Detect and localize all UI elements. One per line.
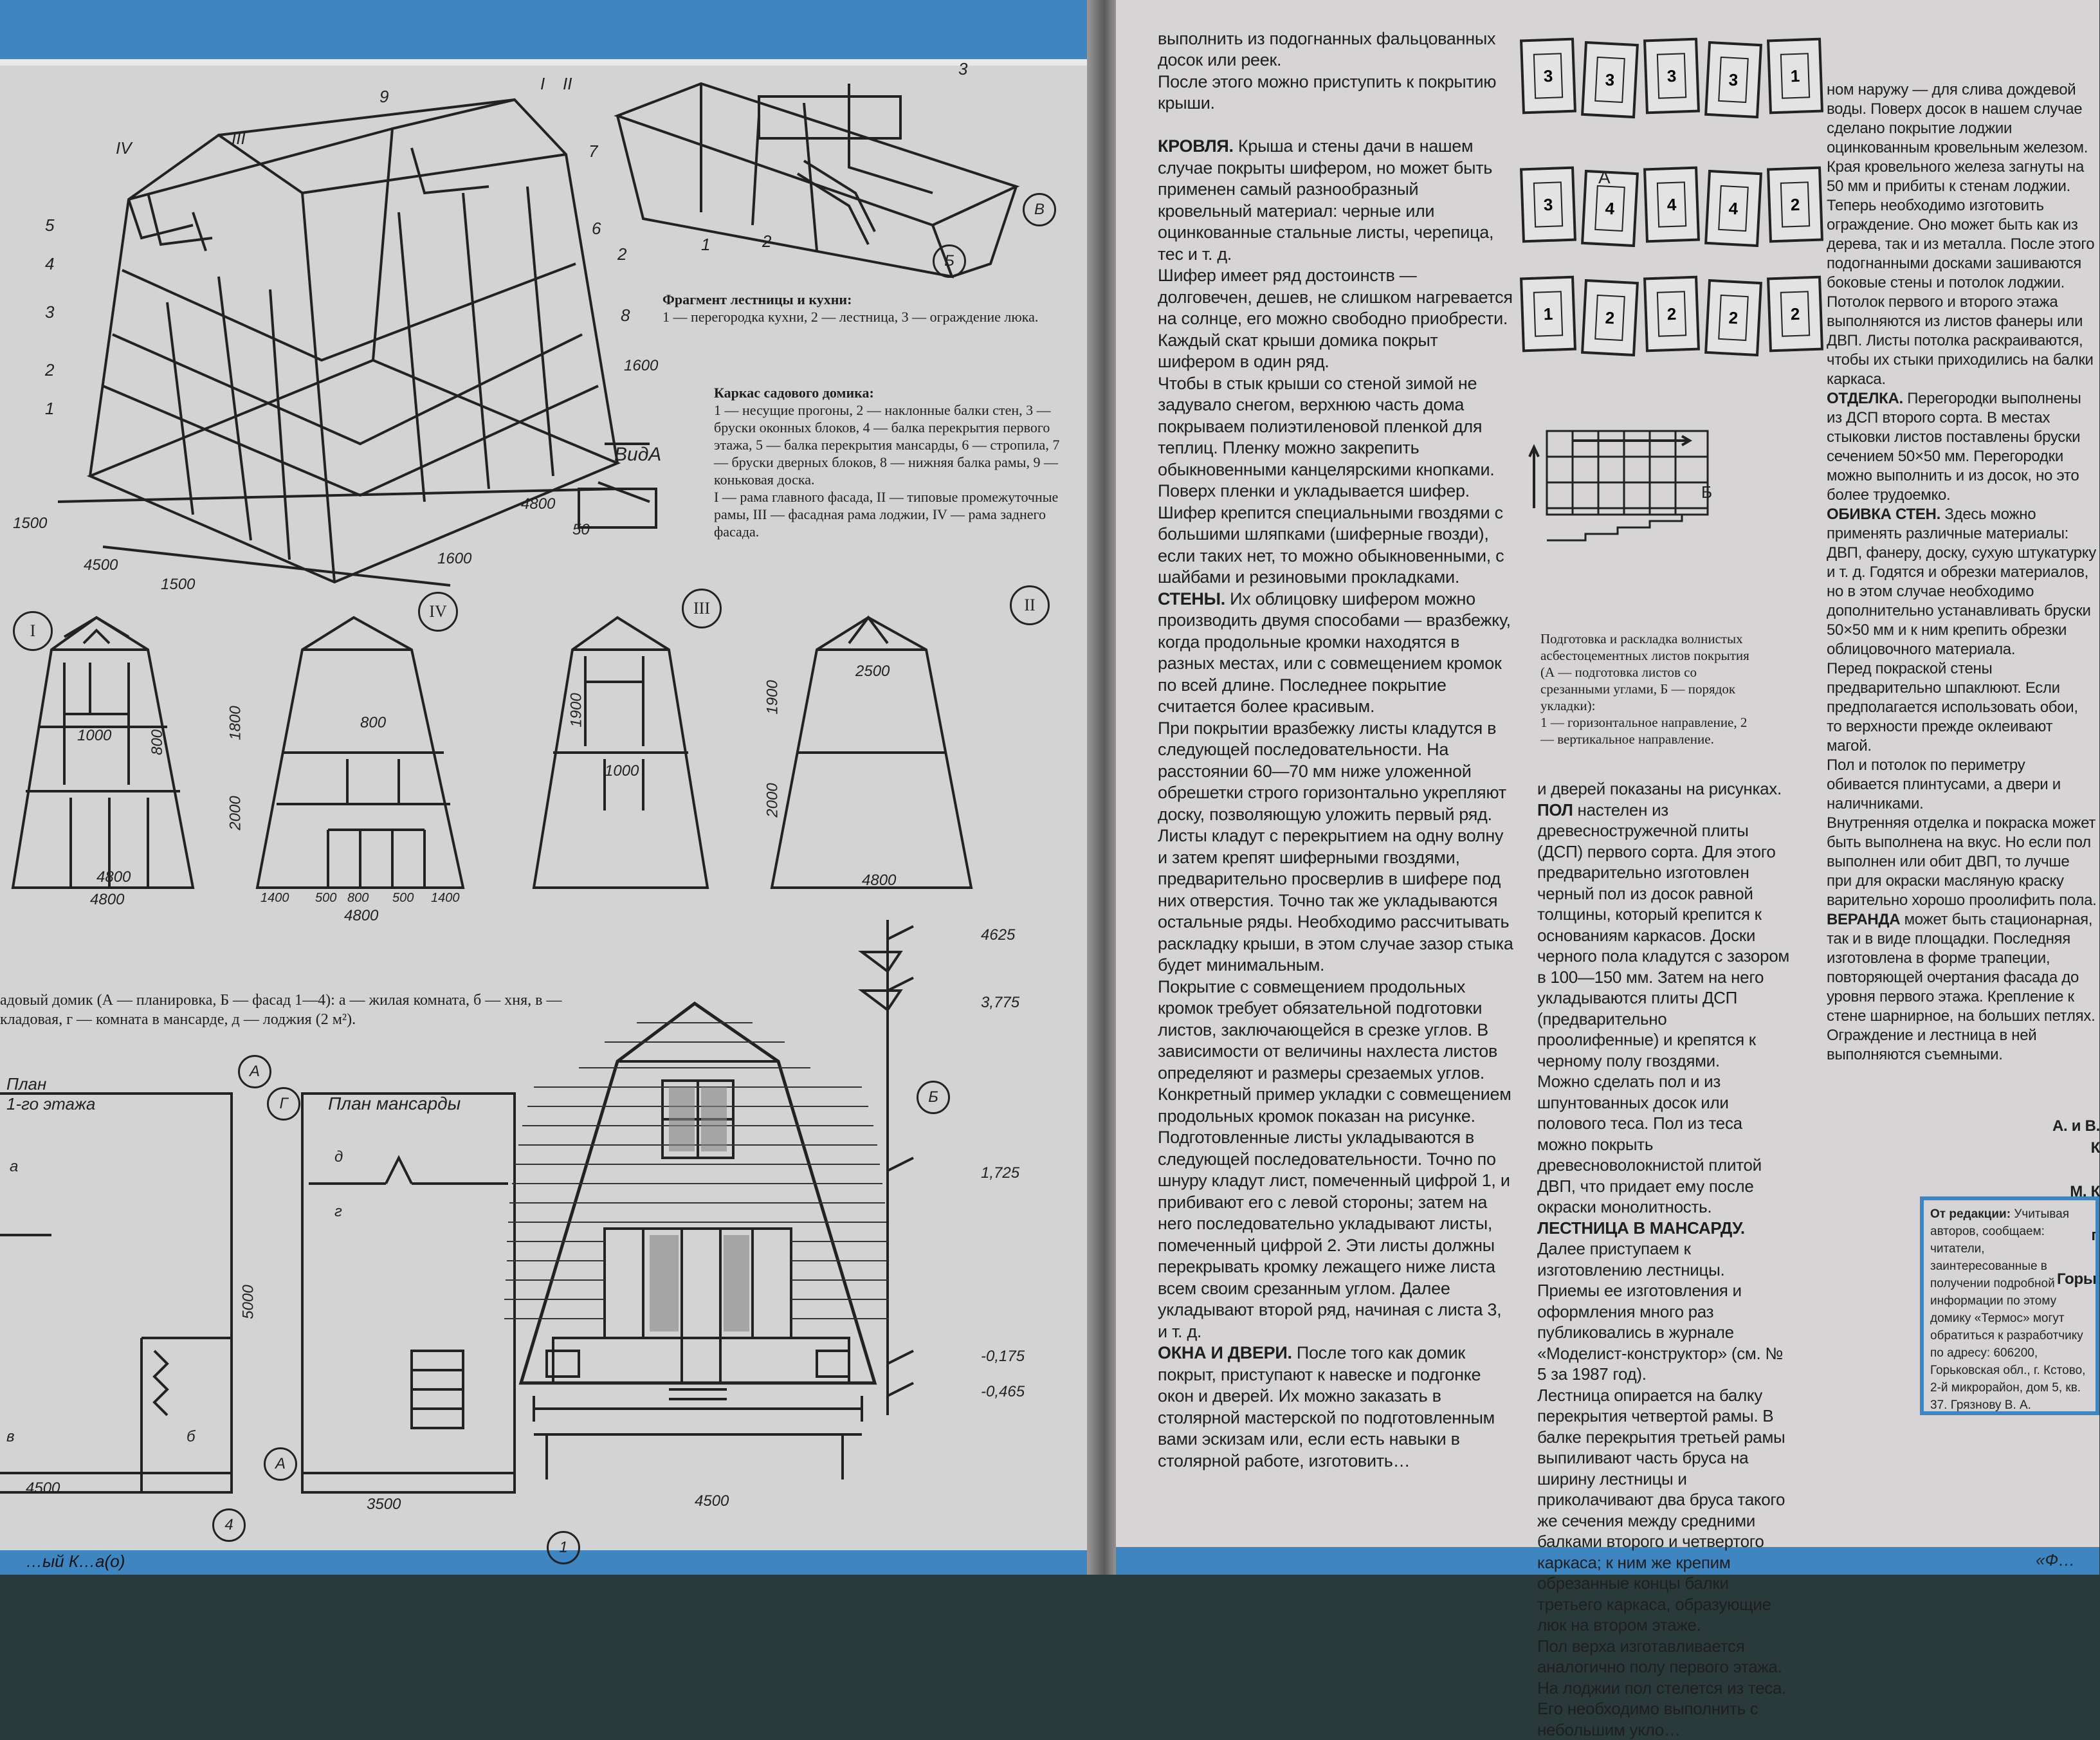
paragraph bbox=[1158, 718, 1515, 976]
fragment-caption bbox=[662, 273, 1061, 343]
paragraph bbox=[1537, 800, 1791, 1072]
view-a-label: ВидА bbox=[614, 444, 661, 466]
room-label: а bbox=[10, 1158, 18, 1176]
paragraph bbox=[1827, 910, 2097, 1065]
slate-sheet bbox=[1643, 38, 1700, 114]
paragraph-text: Далее приступаем к изготовлению лестницы. Приемы ее изготовления и оформления много раз публиковались в журнале «Моделист-конструктор» (см. № 5 за 1987 год). bbox=[1537, 1239, 1783, 1384]
paragraph bbox=[1158, 265, 1515, 373]
paragraph bbox=[1827, 814, 2097, 910]
axis-marker: А bbox=[238, 1055, 271, 1088]
dimension: 1000 bbox=[605, 762, 639, 780]
axis-marker: В bbox=[1023, 193, 1056, 226]
paragraph-text: Здесь можно применять различные материалы: ДВП, фанеру, доску, сухую штукатурку и т. д. Годятся и обрезки материалов, но в этом случае необходимо дополнительно устанавливать бруски 50×50 мм и к ним крепить обрезки облицовочного материала. bbox=[1827, 506, 2096, 658]
frame-number: II bbox=[563, 74, 572, 94]
dimension: 500 bbox=[315, 891, 336, 906]
sheet-number: 2 bbox=[1718, 295, 1749, 341]
dimension: 1500 bbox=[161, 576, 195, 594]
dimension: 50 bbox=[572, 521, 590, 539]
frame-number: 9 bbox=[379, 87, 388, 107]
paragraph-text: ном наружу — для слива дождевой воды. Поверх досок в нашем случае сделано покрытие лоджии оцинкованным кровельным железом. Края кровельного железа загнуты на 50 мм и прибиты к стенам лоджии. bbox=[1827, 81, 2088, 195]
label-A: А bbox=[1598, 167, 1611, 188]
sheet-number: 4 bbox=[1718, 185, 1749, 232]
dimension: 4500 bbox=[84, 556, 118, 574]
plan-mansard-title: План мансарды bbox=[328, 1094, 461, 1114]
paragraph bbox=[1537, 1218, 1791, 1385]
column-3 bbox=[1827, 80, 2097, 1065]
slate-sheet bbox=[1581, 279, 1639, 356]
frame-number: IV bbox=[116, 138, 132, 158]
section-heading: ОБИВКА СТЕН. bbox=[1827, 506, 1940, 523]
axis-marker: Б bbox=[933, 244, 966, 278]
paragraph-text: Внутренняя отделка и покраска может быть выполнена на вкус. Но если пол выполнен или обит ДВП, то лучше при для окраски масляную краску варительно хорошо проолифить пола. bbox=[1827, 814, 2097, 909]
sheet-number: 2 bbox=[1780, 181, 1810, 227]
paragraph bbox=[1827, 505, 2097, 659]
paragraph-text: Можно сделать пол и из шпунтованных досок или полового теса. Пол из теса можно покрыть древесноволокнистой плитой ДВП, что придает ему после окраски монолитность. bbox=[1537, 1072, 1762, 1216]
dimension: 4800 bbox=[96, 868, 131, 886]
dimension: 4800 bbox=[862, 872, 896, 890]
frame-number: 3 bbox=[958, 59, 967, 79]
frame-marker-II: II bbox=[1010, 585, 1050, 625]
paragraph-text: Перед покраской стены предварительно шпаклюют. Если предполагается использовать обои, то верхности прежде оклеивают магой. bbox=[1827, 660, 2078, 755]
dimension: 5000 bbox=[240, 1285, 258, 1319]
paragraph-text: Пол и потолок по периметру обивается плинтусами, а двери и наличниками. bbox=[1827, 756, 2061, 812]
section-heading: ЛЕСТНИЦА В МАНСАРДУ. bbox=[1537, 1218, 1745, 1238]
paragraph bbox=[1537, 1071, 1791, 1218]
editor-note bbox=[1920, 1196, 2099, 1415]
paragraph bbox=[1827, 659, 2097, 756]
paragraph bbox=[1158, 136, 1515, 265]
axis-marker: Г bbox=[267, 1087, 300, 1121]
col1-body bbox=[1158, 136, 1515, 1472]
paragraph-text: Пол верха изготавливается аналогично полу первого этажа. На лоджии пол стелется из теса. Его необходимо выполнить с небольшим укло… bbox=[1537, 1636, 1786, 1739]
frame-number: 4 bbox=[45, 254, 54, 274]
dimension: 3500 bbox=[367, 1496, 401, 1514]
sheet-number: 3 bbox=[1657, 53, 1686, 98]
paragraph bbox=[1827, 196, 2097, 293]
frame-number: 2 bbox=[45, 360, 54, 380]
author-line: А. и В. К bbox=[2042, 1115, 2100, 1159]
paragraph-text: настелен из древесностружечной плиты (ДСП) первого сорта. Для этого предварительно изготовлен черный пол из досок равной толщины, который крепится к основаниям каркасов. Доски черного пола кладутся с зазором в 100—150 мм. Затем на него укладываются плиты ДСП (предварительно проолифенные) и крепятся к черному полу гвоздями. bbox=[1537, 800, 1789, 1070]
karkas-caption-text: 1 — несущие прогоны, 2 — наклонные балки стен, 3 — бруски оконных блоков, 4 — балка перекрытия первого этажа, 5 — балка перекрытия мансарды, 6 — стропила, 7 — бруски дверных блоков, 8 — нижняя балка рамы, 9 — коньковая доска. I — рама главного фасада, II — типовые промежуточные рамы, III — фасадная рама лоджии, IV — рама заднего фасада. bbox=[714, 401, 1061, 540]
dimension: 4500 bbox=[26, 1479, 60, 1497]
dimension: 4800 bbox=[521, 495, 555, 513]
level-mark: -0,465 bbox=[981, 1383, 1025, 1401]
paragraph-text: и дверей показаны на рисунках. bbox=[1537, 779, 1782, 798]
karkas-caption-title: Каркас садового домика: bbox=[714, 385, 874, 401]
section-heading: ОКНА И ДВЕРИ. bbox=[1158, 1343, 1292, 1362]
paragraph-text: Крыша и стены дачи в нашем случае покрыты шифером, но может быть применен самый разнообразный кровельный материал: черные или оцинкованные стальные листы, черепица, тес и т. д. bbox=[1158, 136, 1493, 264]
level-mark: 3,775 bbox=[981, 994, 1019, 1012]
paragraph bbox=[1537, 1385, 1791, 1636]
paragraph-text: Чтобы в стык крыши со стеной зимой не задувало снегом, верхнюю часть дома покрываем полиэтиленовой пленкой для теплиц. Пленку можно закрепить обыкновенными канцелярскими кнопками. Поверх пленки и укладывается шифер. Шифер крепится специальными гвоздями с большими шляпками (шиферные гвозди), если таких нет, то можно обыкновенными, с шайбами и резиновыми прокладками. bbox=[1158, 374, 1504, 587]
paragraph bbox=[1827, 389, 2097, 505]
sheet-number: 3 bbox=[1718, 57, 1749, 103]
author-line: г. bbox=[2042, 1225, 2100, 1247]
column-2 bbox=[1537, 778, 1791, 1740]
author-line: М. К bbox=[2042, 1181, 2100, 1203]
sheet-number: 1 bbox=[1533, 291, 1563, 336]
paragraph-text: Шифер имеет ряд достоинств — долговечен, дешев, не слишком нагревается на солнце, его можно свободно приобрести. Каждый скат крыши домика покрыт шифером в один ряд. bbox=[1158, 266, 1513, 371]
level-mark: 4625 bbox=[981, 926, 1015, 944]
sheets-diagram bbox=[1508, 39, 1721, 618]
paragraph bbox=[1827, 293, 2097, 389]
frame-number: 2 bbox=[617, 244, 626, 264]
paragraph bbox=[1537, 1636, 1791, 1740]
frame-number: I bbox=[540, 74, 545, 94]
slate-sheet bbox=[1643, 167, 1700, 243]
frame-number: 5 bbox=[45, 215, 54, 235]
section-heading: ОТДЕЛКА. bbox=[1827, 390, 1903, 407]
dimension: 2500 bbox=[855, 663, 890, 681]
slate-sheet bbox=[1767, 38, 1823, 114]
level-mark: -0,175 bbox=[981, 1348, 1025, 1366]
frame-number: 1 bbox=[45, 399, 54, 419]
dimension: 4800 bbox=[90, 891, 124, 909]
dimension: 4500 bbox=[695, 1492, 729, 1510]
dimension: 1400 bbox=[431, 891, 460, 906]
left-page bbox=[0, 0, 1093, 1575]
dimension: 1600 bbox=[624, 357, 658, 375]
editor-note-text: Учитывая авторов, сообщаем: читатели, заинтересованные в получении подробной информации по этому домику «Термос» могут обратиться к разработчику по адресу: 606200, Горьковская обл., г. Кстово, 2-й микрорайон, дом 5, кв. 37. Грязнову В. А. bbox=[1930, 1207, 2085, 1412]
author-line: Горьк bbox=[2042, 1268, 2100, 1290]
axis-marker: 1 bbox=[547, 1531, 580, 1564]
slate-sheet bbox=[1520, 167, 1576, 243]
paragraph bbox=[1158, 976, 1515, 1343]
fragment-caption-title: Фрагмент лестницы и кухни: bbox=[662, 291, 852, 307]
paragraph-text: После того как домик покрыт, приступают к навеске и подгонке окон и дверей. Их можно заказать в столярной мастерской по подготовленным вами эскизам или, если есть навыки в столярной работе, изготовить… bbox=[1158, 1343, 1495, 1470]
dimension: 1900 bbox=[764, 680, 782, 714]
frame-drawing bbox=[0, 0, 1093, 1575]
paragraph-text: Их облицовку шифером можно производить двумя способами — вразбежку, когда продольные кромки находятся в разных местах, или с совмещением кромок по всей длине. Последнее покрытие считается более красивым. bbox=[1158, 589, 1511, 717]
sheet-number: 2 bbox=[1780, 291, 1810, 336]
dimension: 1600 bbox=[437, 550, 471, 568]
sheet-number: 3 bbox=[1533, 181, 1563, 227]
slate-sheet bbox=[1520, 38, 1576, 114]
dimension: 800 bbox=[347, 891, 369, 906]
dimension: 1500 bbox=[13, 515, 47, 533]
sheet-number: 2 bbox=[1594, 295, 1625, 341]
sheet-number: 2 bbox=[1657, 291, 1686, 336]
frame-number: 3 bbox=[45, 302, 54, 322]
axis-marker: Б bbox=[917, 1081, 950, 1114]
footer-left: …ый К…а(о) bbox=[26, 1552, 125, 1571]
paragraph-text: При покрытии вразбежку листы кладутся в следующей последовательности. На расстоянии 60—70 мм ниже уложенной обрешетки строго горизонтально укрепляют доску, позволяющую уложить первый ряд. Листы кладут с перекрытием на одну волну и затем крепят шиферными гвоздями, предварительно просверлив в шифере под них отверстия. Точно так же укладываются остальные ряды. Необходимо рассчитывать раскладку крыши, в этом случае зазор стыка будет минимальным. bbox=[1158, 719, 1513, 975]
slate-sheet bbox=[1704, 170, 1762, 247]
section-heading: СТЕНЫ. bbox=[1158, 589, 1225, 609]
frame-marker-I: I bbox=[13, 611, 53, 651]
axis-marker: 4 bbox=[212, 1508, 246, 1542]
sheet-number: 4 bbox=[1657, 181, 1686, 227]
slate-sheet bbox=[1767, 167, 1823, 243]
paragraph bbox=[1827, 756, 2097, 814]
dimension: 1400 bbox=[260, 891, 289, 906]
paragraph bbox=[1158, 1342, 1515, 1472]
frame-number: 7 bbox=[589, 142, 598, 161]
sheet-number: 3 bbox=[1594, 57, 1625, 103]
sheet-number: 3 bbox=[1533, 53, 1563, 98]
frame-marker-III: III bbox=[682, 589, 722, 628]
slate-sheet bbox=[1643, 276, 1700, 353]
section-heading: ПОЛ bbox=[1537, 800, 1573, 820]
dimension: 1000 bbox=[77, 727, 111, 745]
frame-number: 1 bbox=[701, 235, 710, 255]
dimension: 800 bbox=[360, 714, 386, 732]
section-heading: КРОВЛЯ. bbox=[1158, 136, 1234, 156]
room-label: г bbox=[334, 1203, 342, 1221]
dimension: 1800 bbox=[227, 706, 245, 740]
frame-marker-IV: IV bbox=[418, 592, 458, 632]
paragraph-text: Лестница опирается на балку перекрытия четвертой рамы. В балке перекрытия третьей рамы выпиливают часть бруса на ширину лестницы и приколачивают два бруса такого же сечения между средними балками второго и четвертого каркаса; к ним же крепим обрезанные концы балки третьего каркаса, образующие люк на втором этаже. bbox=[1537, 1386, 1785, 1635]
karkas-caption bbox=[714, 367, 1061, 558]
dimension: 800 bbox=[149, 729, 167, 755]
slate-sheet bbox=[1581, 41, 1639, 118]
paragraph-text: Перегородки выполнены из ДСП второго сорта. В местах стыковки листов поставлены бруски сечением 50×50 мм. Перегородки можно выполнить и из досок, но это более трудоемко. bbox=[1827, 390, 2081, 504]
column-1 bbox=[1158, 6, 1515, 1494]
fragment-caption-text: 1 — перегородка кухни, 2 — лестница, 3 — ограждение люка. bbox=[662, 308, 1061, 325]
sheet-number: 1 bbox=[1780, 53, 1810, 98]
level-mark: 1,725 bbox=[981, 1164, 1019, 1182]
frame-number: 2 bbox=[762, 232, 771, 252]
paragraph bbox=[1537, 778, 1791, 800]
slate-sheet bbox=[1704, 41, 1762, 118]
room-label: в bbox=[6, 1428, 15, 1446]
room-label: д bbox=[334, 1148, 343, 1166]
paragraph bbox=[1158, 589, 1515, 718]
house-caption: адовый домик (А — планировка, Б — фасад 1—4): а — жилая комната, б — хня, в — кладовая, г — комната в мансарде, д — лоджия (2 м²). bbox=[0, 991, 617, 1029]
col1-top-paragraph: выполнить из подогнанных фальцованных досок или реек. После этого можно приступить к покрытию крыши. bbox=[1158, 28, 1515, 114]
frame-number: 8 bbox=[621, 306, 630, 325]
frame-number: 6 bbox=[592, 219, 601, 239]
paragraph bbox=[1158, 373, 1515, 589]
laying-order-diagram bbox=[1508, 412, 1721, 605]
plan-first-floor-title: План 1-го этажа bbox=[6, 1074, 95, 1114]
paragraph-text: может быть стационарная, так и в виде площадки. Последняя изготовлена в форме трапеции, повторяющей очертания фасада до уровня первого этажа. Крепление к стене шарнирное, на больших петлях. Ограждение и лестница в ней выполняются съемными. bbox=[1827, 911, 2095, 1063]
paragraph-text: Теперь необходимо изготовить ограждение. Оно может быть как из дерева, так и из металла. После этого подогнанными досками зашиваются боковые стены и потолок лоджии. bbox=[1827, 197, 2094, 291]
sheet-caption: Подготовка и раскладка волнистых асбестоцементных листов покрытия (А — подготовка листов со срезанными углами, Б — порядок укладки): 1 — горизонтальное направление, 2 — вертикальное направление. bbox=[1540, 630, 1759, 747]
room-label: б bbox=[187, 1428, 196, 1446]
paragraph bbox=[1827, 80, 2097, 196]
paragraph-text: Потолок первого и второго этажа выполняются из листов фанеры или ДВП. Листы потолка раскраиваются, чтобы их стыки приходились на балки каркаса. bbox=[1827, 293, 2094, 388]
sheet-number: 4 bbox=[1594, 185, 1625, 232]
footer-right: «Ф… bbox=[2036, 1550, 2075, 1570]
dimension: 500 bbox=[392, 891, 414, 906]
label-B: Б bbox=[1701, 482, 1712, 502]
dimension: 2000 bbox=[227, 796, 245, 830]
paragraph-text: Покрытие с совмещением продольных кромок требует обязательной подготовки листов, заключающейся в срезке углов. В зависимости от величины нахлеста листов определяют и размеры срезаемых углов. Конкретный пример укладки с совмещением продольных кромок показан на рисунке. Подготовленные листы укладываются в следующей последовательности. Точно по шнуру кладут лист, помеченный цифрой 1, и прибивают его с левой стороны; затем на него последовательно укладывают листы, помеченный цифрой 2. Эти листы должны перекрывать кромку лежащего ниже листа всем своим срезанным углом. Далее укладывают второй ряд, начиная с листа 3, и т. д. bbox=[1158, 977, 1511, 1341]
section-heading: ВЕРАНДА bbox=[1827, 911, 1900, 928]
slate-sheet bbox=[1704, 279, 1762, 356]
axis-marker: А bbox=[264, 1447, 297, 1481]
dimension: 4800 bbox=[344, 907, 378, 925]
editor-note-title: От редакции: bbox=[1930, 1207, 2011, 1221]
slate-sheet bbox=[1520, 276, 1576, 353]
dimension: 2000 bbox=[764, 783, 782, 817]
dimension: 1900 bbox=[568, 693, 586, 727]
slate-sheet bbox=[1767, 276, 1823, 353]
frame-number: III bbox=[232, 129, 246, 149]
